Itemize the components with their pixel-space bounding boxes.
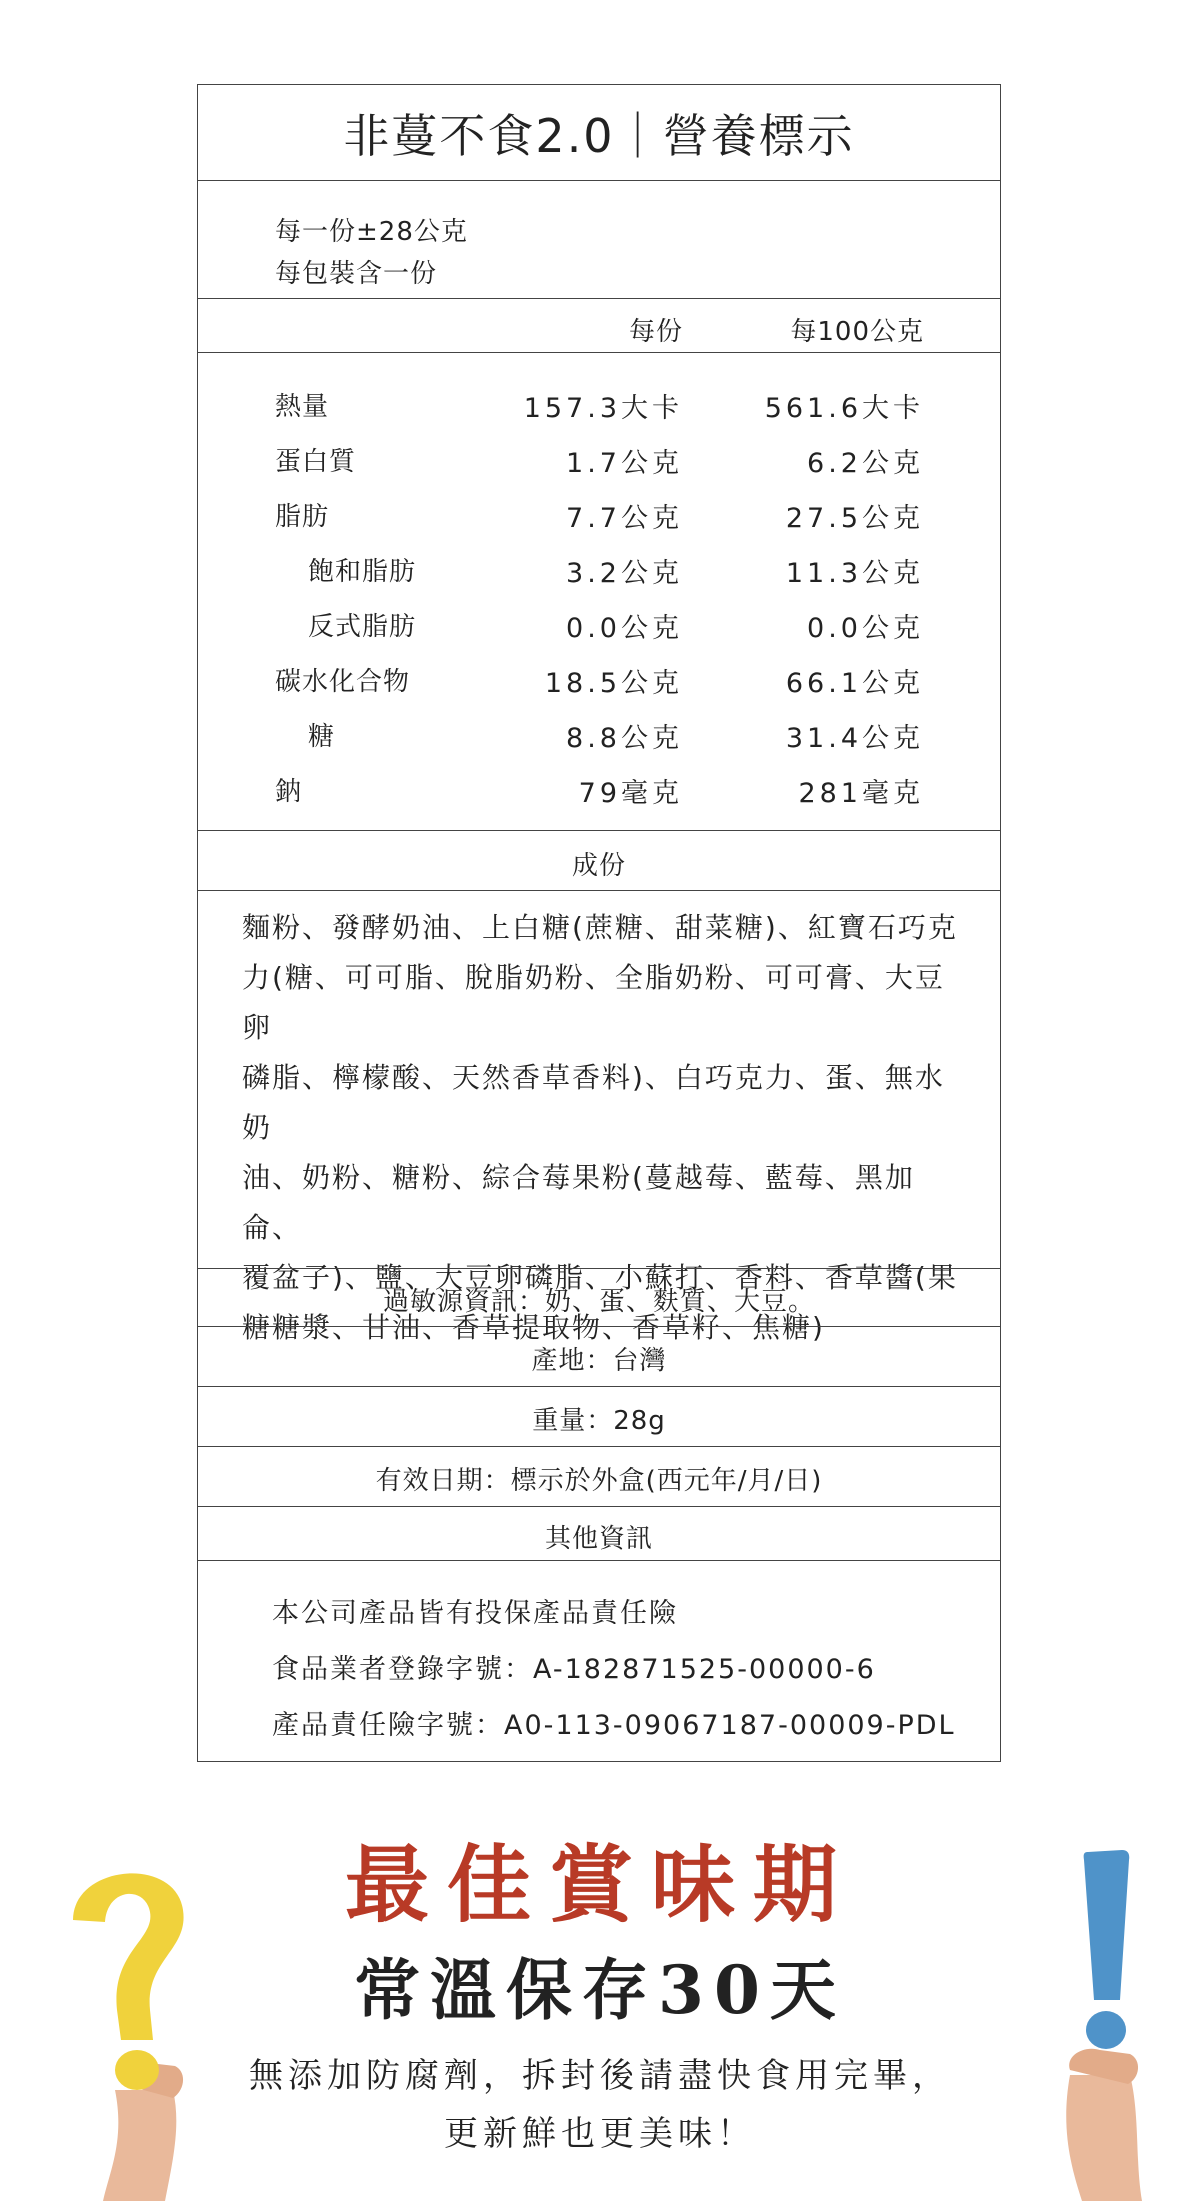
label-title: 非蔓不食2.0｜營養標示	[343, 108, 855, 163]
storage-subheadline: 常溫保存30天	[354, 1951, 846, 2029]
nutrient-per-serving: 79毫克	[578, 778, 683, 809]
allergen-row	[198, 1268, 1000, 1326]
nutrient-per-100g: 6.2公克	[807, 448, 924, 479]
nutrient-sub-label: 糖	[308, 722, 336, 752]
column-per-serving: 每份	[628, 317, 683, 347]
column-per-100g: 每100公克	[790, 317, 924, 347]
serving-section	[198, 180, 1000, 298]
nutrient-per-serving: 1.7公克	[566, 448, 683, 479]
ingredients-line: 覆盆子)、鹽、大豆卵磷脂、小蘇打、香料、香草醬(果	[242, 1261, 958, 1294]
no-preservatives-note: 無添加防腐劑，拆封後請盡快食用完畢，	[249, 2056, 951, 2096]
expiry-info: 有效日期：標示於外盒(西元年/月/日)	[375, 1466, 823, 1496]
ingredients-line: 糖糖漿、甘油、香草提取物、香草籽、焦糖)	[242, 1311, 825, 1344]
nutrient-label: 脂肪	[275, 502, 330, 532]
weight-info: 重量：28g	[532, 1406, 666, 1436]
other-info-heading: 其他資訊	[544, 1524, 653, 1554]
nutrient-per-serving: 0.0公克	[566, 613, 683, 644]
insurance-policy-number: 產品責任險字號：A0-113-09067187-00009-PDL	[272, 1710, 956, 1741]
ingredients-line: 油、奶粉、糖粉、綜合莓果粉(蔓越莓、藍莓、黑加侖、	[242, 1161, 915, 1244]
nutrient-per-serving: 157.3大卡	[523, 393, 683, 424]
origin-row	[198, 1326, 1000, 1386]
insurance-note: 本公司產品皆有投保產品責任險	[272, 1598, 678, 1629]
ingredients-line: 磷脂、檸檬酸、天然香草香料)、白巧克力、蛋、無水奶	[242, 1061, 945, 1144]
nutrient-label: 蛋白質	[275, 447, 357, 477]
other-heading-row	[198, 1506, 1000, 1560]
nutrient-sub-label: 反式脂肪	[308, 612, 417, 642]
ingredients-line: 力(糖、可可脂、脫脂奶粉、全脂奶粉、可可膏、大豆卵	[242, 961, 945, 1044]
nutrient-per-serving: 7.7公克	[566, 503, 683, 534]
nutrient-per-100g: 11.3公克	[785, 558, 924, 589]
nutrient-label: 熱量	[275, 392, 330, 422]
nutrient-label: 鈉	[275, 777, 303, 807]
freshness-note: 更新鮮也更美味！	[444, 2114, 756, 2154]
ingredients-line: 麵粉、發酵奶油、上白糖(蔗糖、甜菜糖)、紅寶石巧克	[242, 911, 958, 944]
other-info-section	[198, 1560, 1000, 1763]
servings-per-package: 每包裝含一份	[275, 259, 438, 289]
nutrient-per-serving: 8.8公克	[566, 723, 683, 754]
ingredients-heading: 成份	[571, 851, 626, 881]
nutrient-label: 碳水化合物	[275, 667, 411, 697]
weight-row	[198, 1386, 1000, 1446]
nutrient-per-100g: 27.5公克	[785, 503, 924, 534]
nutrient-per-serving: 18.5公克	[544, 668, 683, 699]
nutrient-per-serving: 3.2公克	[566, 558, 683, 589]
origin-info: 產地：台灣	[531, 1346, 667, 1376]
nutrient-table	[198, 352, 1000, 830]
nutrient-sub-label: 飽和脂肪	[308, 557, 417, 587]
allergen-info: 過敏源資訊：奶、蛋、麩質、大豆。	[382, 1287, 815, 1317]
serving-size: 每一份±28公克	[275, 217, 468, 247]
nutrient-per-100g: 31.4公克	[785, 723, 924, 754]
nutrient-per-100g: 66.1公克	[785, 668, 924, 699]
ingredients-heading-row	[198, 830, 1000, 890]
food-registration-number: 食品業者登錄字號：A-182871525-00000-6	[272, 1654, 876, 1685]
best-before-headline: 最佳賞味期	[344, 1835, 855, 1934]
expiry-row	[198, 1446, 1000, 1506]
nutrient-per-100g: 281毫克	[798, 778, 924, 809]
nutrient-per-100g: 561.6大卡	[764, 393, 924, 424]
column-header-row	[198, 298, 1000, 352]
nutrient-per-100g: 0.0公克	[807, 613, 924, 644]
nutrition-label-panel	[197, 84, 1001, 1762]
